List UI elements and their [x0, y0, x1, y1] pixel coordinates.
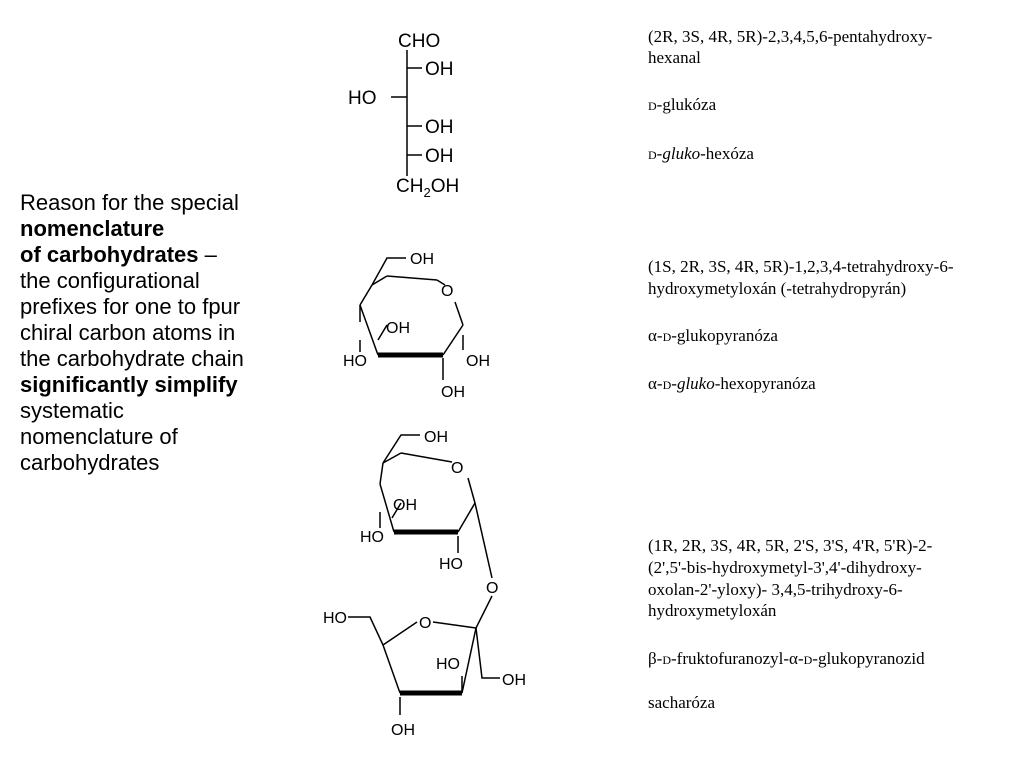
suc-bridge-to-fru [476, 596, 492, 628]
fischer-projection-glucose [391, 50, 422, 176]
reason-line-7: the carbohydrate chain [20, 346, 244, 371]
suc-fru-ho-left: HO [323, 610, 347, 627]
pyr-ho-left: HO [343, 353, 367, 370]
glucose-config-d: D [648, 148, 657, 162]
pyranose-config-name: α-D-gluko-hexopyranóza [648, 374, 816, 393]
sucrose-iupac-line-3: oxolan-2'-yloxy)- 3,4,5-trihydroxy-6- [648, 580, 903, 599]
suc-glc-bond-to-bridge [475, 503, 492, 578]
suc-glc-oh-inner: OH [393, 497, 417, 514]
fischer-oh-c5: OH [425, 146, 454, 167]
reason-bold-simplify: significantly simplify [20, 372, 238, 397]
pyranose-config-italic: gluko [676, 374, 715, 393]
suc-bridge-o: O [486, 580, 499, 597]
pyranose-iupac-line-1: (1S, 2R, 3S, 4R, 5R)-1,2,3,4-tetrahydroxy-6- [648, 257, 954, 276]
glucose-config-name: D-gluko-hexóza [648, 144, 754, 163]
glucose-iupac-line-1: (2R, 3S, 4R, 5R)-2,3,4,5,6-pentahydroxy- [648, 27, 933, 46]
haworth-glucopyranose [360, 258, 463, 380]
suc-fru-ch2oh-bond [348, 617, 383, 645]
pyranose-trivial-rest: -glukopyranóza [671, 326, 778, 345]
pyr-oh-right: OH [466, 353, 490, 370]
glucose-config-rest: -hexóza [700, 144, 754, 163]
pyranose-config-rest: -hexopyranóza [714, 374, 816, 393]
pyr-oh-top: OH [410, 251, 434, 268]
pyranose-trivial-name: α-D-glukopyranóza [648, 326, 778, 345]
sucrose-glyco-rest: -glukopyranozid [812, 649, 925, 668]
pyr-ring-left [360, 285, 372, 305]
suc-glc-ring-front-right [458, 503, 475, 532]
sucrose-beta: β [648, 649, 657, 668]
glucose-config-italic: gluko [662, 144, 701, 163]
suc-glc-ring-o: O [451, 460, 464, 477]
suc-glc-ho-left: HO [360, 529, 384, 546]
suc-fru-oh-bottom: OH [391, 722, 415, 739]
pyr-ring-front-left [360, 305, 378, 355]
suc-fru-ring-left [383, 645, 400, 693]
reason-bold-carbohydrates: of carbohydrates [20, 242, 199, 267]
fischer-oh-end: OH [430, 176, 460, 197]
suc-glc-oh-top: OH [424, 429, 448, 446]
pyr-ring-back-left [387, 276, 437, 280]
pyranose-trivial-d: D [662, 330, 672, 344]
reason-line-9: systematic [20, 398, 124, 423]
suc-glc-ring-back [401, 453, 452, 462]
glucose-iupac-line-2: hexanal [648, 48, 701, 67]
glucose-trivial-rest: -glukóza [656, 95, 717, 114]
reason-line-1: Reason for the special [20, 190, 239, 215]
fischer-ch: CH [396, 176, 424, 197]
suc-glc-ch2oh-bond [383, 435, 420, 463]
suc-glc-ring-left [380, 463, 383, 484]
glucose-trivial-name [648, 94, 716, 117]
fischer-oh-c4: OH [425, 117, 454, 138]
suc-glc-ring-front-left [380, 484, 394, 532]
reason-line-4: the configurational [20, 268, 200, 293]
sucrose-structure [348, 435, 500, 715]
fischer-sub2: 2 [423, 185, 431, 200]
reason-line-11: carbohydrates [20, 450, 160, 475]
sucrose-iupac-line-4: hydroxymetyloxán [648, 601, 777, 620]
suc-glc-ho-bottom: HO [439, 556, 463, 573]
suc-fru-ring-left-o [383, 622, 417, 645]
fischer-ch2oh [396, 176, 459, 200]
reason-line-5: prefixes for one to fpur [20, 294, 241, 319]
suc-fru-ring-o-right [433, 622, 476, 628]
pyranose-config-alpha: α [648, 374, 657, 393]
pyr-oh-inner: OH [386, 320, 410, 337]
fischer-cho: CHO [398, 31, 441, 52]
pyr-oh-bottom: OH [441, 384, 465, 401]
sucrose-d-2: D [803, 653, 813, 667]
sucrose-d-1: D [662, 653, 671, 667]
suc-fru-bond-ch2oh [476, 628, 500, 678]
suc-glc-ring-right [468, 478, 475, 503]
fischer-oh-c2: OH [425, 59, 454, 80]
reason-bold-nomenclature: nomenclature [20, 216, 165, 241]
pyranose-iupac-line-2: hydroxymetyloxán (-tetrahydropyrán) [648, 279, 907, 298]
pyranose-config-d: D [662, 378, 672, 392]
reason-line-6: chiral carbon atoms in [20, 320, 236, 345]
fischer-ho-c3: HO [348, 88, 377, 109]
suc-fru-ho-inner: HO [436, 656, 460, 673]
sucrose-iupac-line-2: (2',5'-bis-hydroxymetyl-3',4'-dihydroxy- [648, 558, 922, 577]
pyr-ring-right [455, 302, 463, 325]
suc-fru-oh-right: OH [502, 672, 526, 689]
pyranose-trivial-alpha: α [648, 326, 657, 345]
pyr-ring-o: O [441, 283, 454, 300]
glucose-trivial-d: D [648, 99, 657, 113]
sucrose-iupac-line-1: (1R, 2R, 3S, 4R, 5R, 2'S, 3'S, 4'R, 5'R)-2- [648, 536, 933, 555]
sucrose-trivial-name: sacharóza [648, 693, 716, 712]
sucrose-glycosidic-name: β-D-fruktofuranozyl-α-D-glukopyranozid [648, 649, 925, 668]
sucrose-alpha: α [789, 649, 798, 668]
pyr-ring-front-right [443, 325, 463, 355]
reason-line-10: nomenclature of [20, 424, 178, 449]
reason-dash: – [198, 242, 217, 267]
suc-fru-ring-right [462, 628, 476, 693]
sucrose-glyco-mid: -fruktofuranozyl- [671, 649, 790, 668]
suc-fru-ring-o: O [419, 615, 432, 632]
pyr-ch2oh-bond [372, 258, 406, 285]
